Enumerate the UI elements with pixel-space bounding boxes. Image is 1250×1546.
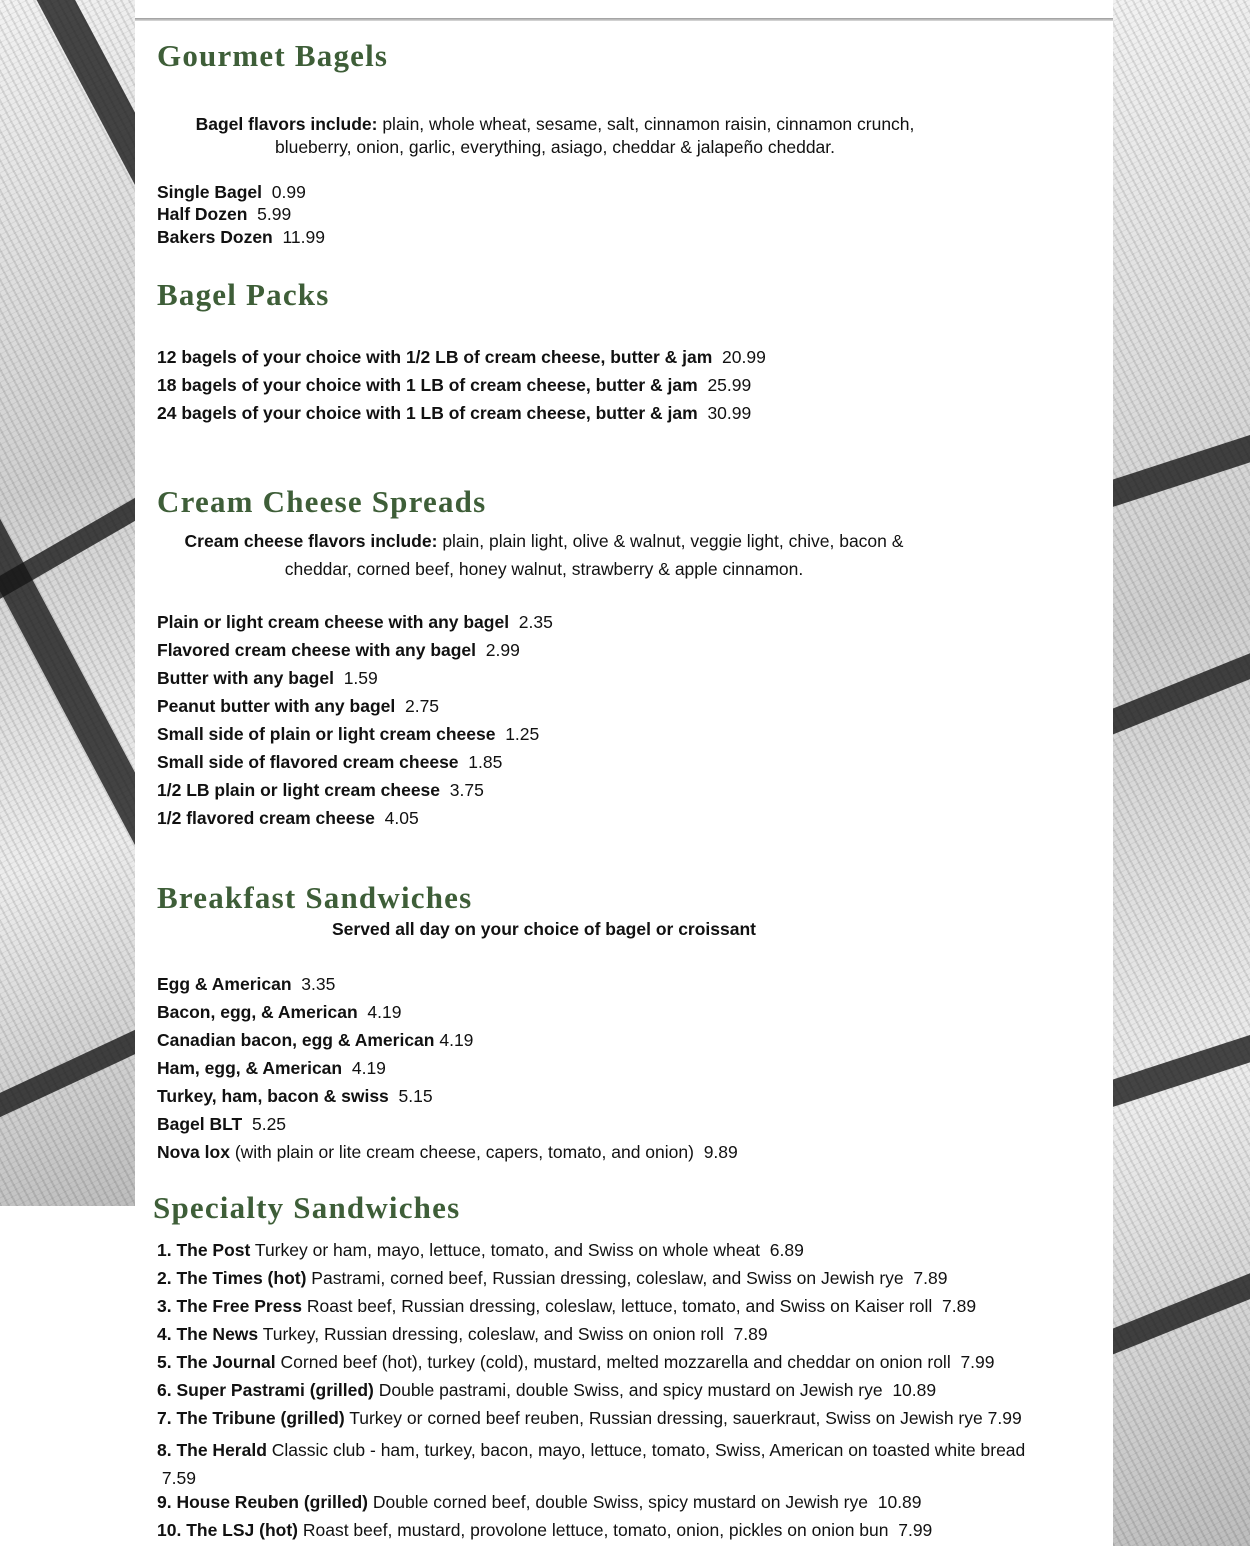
item-name: 24 bagels of your choice with 1 LB of cream cheese, butter & jam bbox=[157, 403, 698, 423]
item-name: 8. The Herald bbox=[157, 1440, 267, 1460]
item-price: 7.59 bbox=[161, 1468, 196, 1488]
menu-item bbox=[157, 403, 751, 424]
item-price: 10.89 bbox=[877, 1492, 922, 1512]
menu-item bbox=[157, 808, 419, 829]
item-price: 4.19 bbox=[351, 1058, 386, 1078]
item-name: 1/2 LB plain or light cream cheese bbox=[157, 780, 441, 800]
item-price: 9.89 bbox=[703, 1142, 738, 1162]
item-price: 5.25 bbox=[251, 1114, 287, 1134]
sandwich-item bbox=[157, 1324, 768, 1345]
item-name: 18 bagels of your choice with 1 LB of cream cheese, butter & jam bbox=[157, 375, 698, 395]
item-price: 1.25 bbox=[505, 724, 540, 744]
item-description: Classic club - ham, turkey, bacon, mayo, lettuce, tomato, Swiss, American on toasted white bread bbox=[271, 1440, 1026, 1460]
item-price: 7.89 bbox=[942, 1296, 977, 1316]
right-newspaper-background bbox=[1113, 0, 1250, 1546]
sandwich-item bbox=[157, 1380, 936, 1401]
item-price: 20.99 bbox=[722, 347, 766, 367]
menu-item bbox=[157, 347, 766, 368]
menu-item bbox=[157, 1142, 738, 1163]
item-name: Ham, egg, & American bbox=[157, 1058, 343, 1078]
sandwich-item bbox=[157, 1436, 1057, 1492]
item-description: Double corned beef, double Swiss, spicy mustard on Jewish rye bbox=[372, 1492, 868, 1512]
item-description: Roast beef, Russian dressing, coleslaw, lettuce, tomato, and Swiss on Kaiser roll bbox=[306, 1296, 933, 1316]
item-name: Nova lox bbox=[157, 1142, 230, 1162]
item-price: 1.85 bbox=[468, 752, 503, 772]
bagel-flavors-label: Bagel flavors include: bbox=[195, 114, 378, 134]
item-description: Turkey or corned beef reuben, Russian dressing, sauerkraut, Swiss on Jewish rye bbox=[349, 1408, 983, 1428]
menu-item bbox=[157, 182, 306, 203]
item-price: 7.99 bbox=[987, 1408, 1022, 1428]
item-price: 3.35 bbox=[301, 974, 336, 994]
menu-item bbox=[157, 1086, 433, 1107]
item-description: Roast beef, mustard, provolone lettuce, tomato, onion, pickles on onion bun bbox=[302, 1520, 889, 1540]
menu-item bbox=[157, 375, 751, 396]
item-name: 1/2 flavored cream cheese bbox=[157, 808, 375, 828]
item-name: 3. The Free Press bbox=[157, 1296, 302, 1316]
item-name: 2. The Times (hot) bbox=[157, 1268, 307, 1288]
menu-item bbox=[157, 724, 539, 745]
item-price: 10.89 bbox=[892, 1380, 937, 1400]
menu-item bbox=[157, 1002, 401, 1023]
item-price: 11.99 bbox=[282, 227, 325, 247]
top-divider bbox=[135, 18, 1113, 21]
menu-item bbox=[157, 1030, 473, 1051]
item-price: 3.75 bbox=[449, 780, 484, 800]
sandwich-item bbox=[157, 1296, 976, 1317]
item-name: 6. Super Pastrami (grilled) bbox=[157, 1380, 374, 1400]
item-name: Bacon, egg, & American bbox=[157, 1002, 358, 1022]
sandwich-item bbox=[157, 1240, 804, 1261]
menu-item bbox=[157, 974, 335, 995]
item-name: Bagel BLT bbox=[157, 1114, 243, 1134]
item-name: Single Bagel bbox=[157, 182, 263, 202]
menu-item bbox=[157, 640, 520, 661]
item-description: Turkey or ham, mayo, lettuce, tomato, and Swiss on whole wheat bbox=[254, 1240, 761, 1260]
item-name: Canadian bacon, egg & American bbox=[157, 1030, 435, 1050]
item-price: 7.89 bbox=[733, 1324, 768, 1344]
sandwich-item bbox=[157, 1520, 932, 1541]
item-name: 7. The Tribune (grilled) bbox=[157, 1408, 345, 1428]
item-name: Plain or light cream cheese with any bagel bbox=[157, 612, 510, 632]
sandwich-item bbox=[157, 1408, 1022, 1429]
bagel-flavors-line1: plain, whole wheat, sesame, salt, cinnamon raisin, cinnamon crunch, bbox=[382, 114, 915, 134]
item-name: Turkey, ham, bacon & swiss bbox=[157, 1086, 389, 1106]
menu-item bbox=[157, 612, 553, 633]
sandwich-item bbox=[157, 1352, 995, 1373]
item-description: Double pastrami, double Swiss, and spicy mustard on Jewish rye bbox=[378, 1380, 883, 1400]
item-description: Turkey, Russian dressing, coleslaw, and Swiss on onion roll bbox=[262, 1324, 724, 1344]
item-price: 2.35 bbox=[518, 612, 553, 632]
item-name: 5. The Journal bbox=[157, 1352, 276, 1372]
cream-flavors-line1: plain, plain light, olive & walnut, veggie light, chive, bacon & bbox=[442, 531, 904, 551]
menu-item bbox=[157, 1058, 386, 1079]
item-name: 12 bagels of your choice with 1/2 LB of cream cheese, butter & jam bbox=[157, 347, 713, 367]
item-price: 0.99 bbox=[271, 182, 306, 202]
item-description: Pastrami, corned beef, Russian dressing, coleslaw, and Swiss on Jewish rye bbox=[311, 1268, 904, 1288]
sandwich-item bbox=[157, 1492, 922, 1513]
item-price: 1.59 bbox=[343, 668, 378, 688]
cream-cheese-flavors-text bbox=[157, 527, 931, 583]
item-price: 5.99 bbox=[257, 204, 292, 224]
menu-item bbox=[157, 696, 439, 717]
cream-flavors-label: Cream cheese flavors include: bbox=[184, 531, 438, 551]
item-price: 7.89 bbox=[913, 1268, 948, 1288]
item-name: Flavored cream cheese with any bagel bbox=[157, 640, 477, 660]
item-price: 6.89 bbox=[769, 1240, 804, 1260]
section-title-bagel-packs: Bagel Packs bbox=[157, 277, 330, 312]
breakfast-subtitle: Served all day on your choice of bagel or croissant bbox=[331, 919, 757, 939]
item-price: 7.99 bbox=[960, 1352, 995, 1372]
item-name: 10. The LSJ (hot) bbox=[157, 1520, 298, 1540]
item-price: 2.75 bbox=[404, 696, 440, 716]
item-description: Corned beef (hot), turkey (cold), mustard, melted mozzarella and cheddar on onion roll bbox=[280, 1352, 951, 1372]
menu-item bbox=[157, 752, 502, 773]
menu-item bbox=[157, 780, 484, 801]
menu-item bbox=[157, 1114, 286, 1135]
sandwich-item bbox=[157, 1268, 947, 1289]
item-price: 7.99 bbox=[898, 1520, 933, 1540]
cream-flavors-line2: cheddar, corned beef, honey walnut, strawberry & apple cinnamon. bbox=[284, 559, 804, 579]
item-name: Half Dozen bbox=[157, 204, 248, 224]
item-price: 4.19 bbox=[439, 1030, 474, 1050]
item-price: 4.05 bbox=[384, 808, 419, 828]
item-price: 25.99 bbox=[707, 375, 752, 395]
item-name: 9. House Reuben (grilled) bbox=[157, 1492, 368, 1512]
left-newspaper-background bbox=[0, 0, 135, 1206]
menu-item bbox=[157, 227, 325, 248]
item-description: (with plain or lite cream cheese, capers, tomato, and onion) bbox=[234, 1142, 694, 1162]
menu-item bbox=[157, 204, 291, 225]
item-price: 5.15 bbox=[398, 1086, 433, 1106]
menu-item bbox=[157, 668, 378, 689]
bagel-flavors-text bbox=[157, 113, 953, 159]
item-name: 4. The News bbox=[157, 1324, 259, 1344]
item-name: Butter with any bagel bbox=[157, 668, 334, 688]
item-name: Bakers Dozen bbox=[157, 227, 273, 247]
item-price: 4.19 bbox=[367, 1002, 402, 1022]
item-name: Egg & American bbox=[157, 974, 292, 994]
bagel-flavors-line2: blueberry, onion, garlic, everything, asiago, cheddar & jalapeño cheddar. bbox=[274, 137, 836, 157]
section-title-specialty-sandwiches: Specialty Sandwiches bbox=[153, 1190, 461, 1225]
item-price: 30.99 bbox=[707, 403, 752, 423]
item-name: Peanut butter with any bagel bbox=[157, 696, 396, 716]
section-title-breakfast-sandwiches: Breakfast Sandwiches bbox=[157, 880, 473, 915]
section-title-cream-cheese-spreads: Cream Cheese Spreads bbox=[157, 484, 487, 519]
item-name: Small side of plain or light cream cheese bbox=[157, 724, 496, 744]
section-title-gourmet-bagels: Gourmet Bagels bbox=[157, 38, 389, 73]
item-price: 2.99 bbox=[485, 640, 520, 660]
item-name: Small side of flavored cream cheese bbox=[157, 752, 459, 772]
item-name: 1. The Post bbox=[157, 1240, 251, 1260]
